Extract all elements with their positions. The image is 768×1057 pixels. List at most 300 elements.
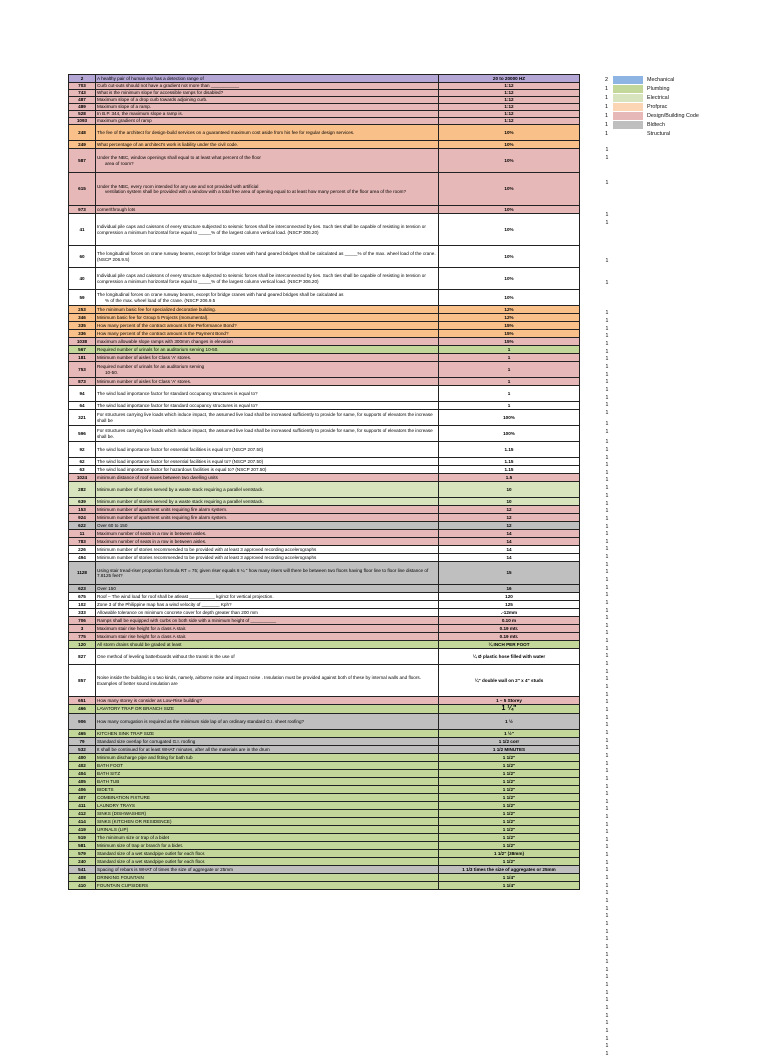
- question-text: LAUNDRY TRAYS: [97, 803, 135, 809]
- legend-swatch: [613, 85, 643, 93]
- question-cell: [96, 268, 439, 290]
- question-number: 253: [69, 306, 96, 314]
- answer-cell: 10%: [439, 125, 580, 141]
- question-number: 581: [69, 842, 96, 850]
- table-row: [69, 173, 580, 206]
- legend-item: [603, 84, 699, 93]
- side-count: 1: [605, 592, 609, 598]
- answer-cell: 100%: [439, 410, 580, 426]
- table-row: [69, 410, 580, 426]
- question-text: For structures carrying live loads which induce impact, the assumed live load shall be increased sufficiently to provide for same, for supports of elevators the increase shall be.: [97, 428, 433, 439]
- side-count: 1: [605, 799, 609, 805]
- question-number: 92: [69, 442, 96, 458]
- side-count: 1: [605, 341, 609, 347]
- table-row: [69, 850, 580, 858]
- table-row: [69, 714, 580, 730]
- question-number: 94: [69, 386, 96, 402]
- answer-cell: .-12mm: [439, 609, 580, 617]
- table-row: [69, 314, 580, 322]
- side-count: 1: [605, 1020, 609, 1026]
- question-cell: [96, 810, 439, 818]
- question-number: 596: [69, 426, 96, 442]
- question-cell: [96, 697, 439, 705]
- side-count: 1: [605, 455, 609, 461]
- answer-cell: 1:12: [439, 83, 580, 90]
- legend-count: 2: [605, 76, 608, 83]
- question-number: 703: [69, 83, 96, 90]
- question-number: 651: [69, 697, 96, 705]
- question-text: Required number of urinals for an auditorium serving 10-50.: [97, 346, 219, 352]
- table-row: [69, 522, 580, 530]
- question-cell: [96, 141, 439, 149]
- question-cell: [96, 498, 439, 506]
- side-count: 1: [605, 439, 609, 445]
- question-number: 743: [69, 90, 96, 97]
- answer-cell: 120: [439, 593, 580, 601]
- answer-cell: 15: [439, 562, 580, 585]
- question-cell: [96, 306, 439, 314]
- legend-label: Structural: [647, 130, 671, 137]
- answer-cell: 1 1/2": [439, 762, 580, 770]
- answer-cell: 15%: [439, 338, 580, 346]
- answer-cell: 12: [439, 522, 580, 530]
- question-text: What percentage of an architect's work is liability under the civil code.: [97, 141, 239, 147]
- side-count: 1: [605, 837, 609, 843]
- table-row: [69, 641, 580, 649]
- answer-cell: 16: [439, 585, 580, 593]
- side-count: 1: [605, 898, 609, 904]
- answer-cell: 1 1/2" (38mm): [439, 850, 580, 858]
- question-number: 59: [69, 290, 96, 306]
- legend-item: [603, 75, 699, 84]
- table-row: [69, 810, 580, 818]
- answer-cell: 14: [439, 554, 580, 562]
- side-count: 1: [605, 585, 609, 591]
- answer-cell: 10%: [439, 214, 580, 246]
- question-text: The wind load importance factor for essential facilities is equal to? (NSCP 207.50): [97, 446, 264, 452]
- question-number: 249: [69, 141, 96, 149]
- question-cell: [96, 206, 439, 214]
- side-count: 1: [605, 318, 609, 324]
- answer-cell: 1: [439, 354, 580, 362]
- answer-cell: 1 1/2": [439, 770, 580, 778]
- table-row: [69, 705, 580, 714]
- legend-label: Mechanical: [647, 76, 675, 83]
- side-count: 1: [605, 707, 609, 713]
- question-cell: [96, 314, 439, 322]
- side-count: 1: [605, 699, 609, 705]
- table-row: [69, 593, 580, 601]
- answer-cell: 1: [439, 378, 580, 386]
- question-cell: [96, 714, 439, 730]
- question-number: 40: [69, 268, 96, 290]
- table-row: [69, 585, 580, 593]
- question-number: 405: [69, 778, 96, 786]
- table-row: [69, 214, 580, 246]
- question-text: Minimum number of stories served by a waste stack requiring a parallel ventstack.: [97, 486, 264, 492]
- side-count: 1: [605, 906, 609, 912]
- question-cell: [96, 346, 439, 354]
- answer-cell: 1 ½: [439, 714, 580, 730]
- side-count: 1: [605, 524, 609, 530]
- question-cell: [96, 426, 439, 442]
- legend-item: [603, 129, 699, 138]
- side-count: 1: [605, 508, 609, 514]
- question-cell: [96, 554, 439, 562]
- question-cell: [96, 530, 439, 538]
- question-number: 407: [69, 794, 96, 802]
- side-count: 1: [605, 784, 609, 790]
- table-row: [69, 786, 580, 794]
- question-cell: [96, 149, 439, 173]
- question-cell: [96, 730, 439, 738]
- answer-cell: 1:12: [439, 90, 580, 97]
- side-count: 1: [605, 180, 609, 186]
- question-cell: [96, 506, 439, 514]
- table-row: [69, 402, 580, 410]
- answer-cell: 1 1/2": [439, 842, 580, 850]
- table-row: [69, 75, 580, 83]
- question-number: 465: [69, 730, 96, 738]
- question-text: minimum distance of roof eaves between two dwelling units: [97, 474, 218, 480]
- answer-cell: 1.15: [439, 466, 580, 474]
- question-text: Standard size overlap for corrugated G.I. roofing: [97, 739, 196, 745]
- side-count: 1: [605, 402, 609, 408]
- table-row: [69, 882, 580, 890]
- side-count: 1: [605, 661, 609, 667]
- question-table: [68, 74, 580, 890]
- legend-item: [603, 120, 699, 129]
- question-cell: [96, 834, 439, 842]
- side-count: 1: [605, 745, 609, 751]
- side-count: 1: [605, 608, 609, 614]
- table-row: [69, 794, 580, 802]
- question-text: Roof – The wind load for roof shall be atleast __________ kg/m2 for vertical projection.: [97, 593, 274, 599]
- question-text: DRINKING FOUNTAIN: [97, 875, 144, 881]
- side-count: 1: [605, 997, 609, 1003]
- table-row: [69, 83, 580, 90]
- side-count: 1: [605, 646, 609, 652]
- side-count: 1: [605, 212, 609, 218]
- table-row: [69, 834, 580, 842]
- side-count: 1: [605, 387, 609, 393]
- table-row: [69, 149, 580, 173]
- side-count: 1: [605, 852, 609, 858]
- legend-swatch: [613, 121, 643, 129]
- side-count: 1: [605, 410, 609, 416]
- side-count: 1: [605, 875, 609, 881]
- answer-cell: 1 1/2 MINUTES: [439, 746, 580, 754]
- legend-item: [603, 102, 699, 111]
- legend-swatch: [613, 94, 643, 102]
- question-number: 333: [69, 609, 96, 617]
- question-cell: [96, 410, 439, 426]
- question-cell: [96, 562, 439, 585]
- question-text-continuation: ventilation system shall be provided with a window with a total free area of opening equal to at least how many percent of the floor area of the room?: [105, 189, 407, 194]
- answer-cell: 1: [439, 386, 580, 402]
- question-text: What is the minimum slope for accessible ramps for disabled?: [97, 90, 224, 96]
- question-number: 587: [69, 149, 96, 173]
- side-count: 1: [605, 653, 609, 659]
- table-row: [69, 290, 580, 306]
- question-number: 706: [69, 617, 96, 625]
- question-text: In B.P. 344, the maximum slope a ramp is.: [97, 111, 183, 117]
- question-cell: [96, 90, 439, 97]
- question-number: 336: [69, 330, 96, 338]
- answer-cell: ¼ Ø plastic hose filled with water: [439, 649, 580, 665]
- question-cell: [96, 585, 439, 593]
- question-number: 419: [69, 826, 96, 834]
- table-row: [69, 609, 580, 617]
- legend-count: 1: [605, 103, 608, 110]
- question-number: 335: [69, 322, 96, 330]
- question-number: 411: [69, 802, 96, 810]
- side-count: 1: [605, 615, 609, 621]
- question-cell: [96, 322, 439, 330]
- question-number: 41: [69, 214, 96, 246]
- side-count: 1: [605, 421, 609, 427]
- side-count: 1: [605, 959, 609, 965]
- answer-cell: 10%: [439, 246, 580, 268]
- side-count: 1: [605, 220, 609, 226]
- answer-cell: 1 1/2": [439, 810, 580, 818]
- table-row: [69, 762, 580, 770]
- legend-item: [603, 93, 699, 102]
- question-number: 487: [69, 97, 96, 104]
- answer-cell: 1: [439, 402, 580, 410]
- answer-cell: 1:12: [439, 111, 580, 118]
- answer-cell: 1 1/2": [439, 754, 580, 762]
- side-count: 1: [605, 539, 609, 545]
- table-row: [69, 346, 580, 354]
- question-number: 1038: [69, 338, 96, 346]
- answer-cell: 1 1/4": [439, 874, 580, 882]
- side-count: 1: [605, 791, 609, 797]
- answer-cell: 1 ½": [439, 730, 580, 738]
- question-cell: [96, 466, 439, 474]
- side-count: 1: [605, 485, 609, 491]
- answer-cell: 1.15: [439, 458, 580, 466]
- question-number: 783: [69, 538, 96, 546]
- question-number: 412: [69, 810, 96, 818]
- question-cell: [96, 705, 439, 714]
- question-text: How many storey is consider as Low-Rise building?: [97, 697, 202, 703]
- side-count: 1: [605, 1005, 609, 1011]
- answer-cell: 1 ¼": [439, 705, 580, 714]
- question-text: The longitudinal forces on crane runway beams, except for bridge cranes with hand geared bridges shall be calculated as _____% of the max. wheel load of the crane. (NSCP 206.9.5): [97, 251, 436, 262]
- question-number: 775: [69, 633, 96, 641]
- question-cell: [96, 625, 439, 633]
- question-number: 827: [69, 649, 96, 665]
- table-row: [69, 97, 580, 104]
- question-text: SINKS (KITCHEN OR RESIDENCE): [97, 819, 172, 825]
- side-count: 1: [605, 429, 609, 435]
- table-row: [69, 246, 580, 268]
- legend-count: 1: [605, 85, 608, 92]
- answer-cell: 12%: [439, 314, 580, 322]
- question-number: 466: [69, 705, 96, 714]
- category-legend: [603, 75, 699, 138]
- side-count: 1: [605, 806, 609, 812]
- question-number: 11: [69, 530, 96, 538]
- question-text: BATH SITZ: [97, 771, 121, 777]
- table-row: [69, 362, 580, 378]
- question-number: 400: [69, 754, 96, 762]
- side-count: 1: [605, 1013, 609, 1019]
- question-cell: [96, 866, 439, 874]
- table-row: [69, 354, 580, 362]
- answer-cell: 10%: [439, 206, 580, 214]
- side-count: 1: [605, 1036, 609, 1042]
- question-text: COMBINATION FIXTURE: [97, 795, 150, 801]
- table-row: [69, 738, 580, 746]
- table-row: [69, 842, 580, 850]
- question-text-continuation: area of room?: [105, 160, 134, 166]
- question-text: Ramps shall be equipped with curbs on both side with a minimum height of __________: [97, 617, 277, 623]
- table-row: [69, 617, 580, 625]
- question-cell: [96, 458, 439, 466]
- question-cell: [96, 214, 439, 246]
- side-count: 1: [605, 562, 609, 568]
- question-text: Maximum slope of a ramp.: [97, 104, 152, 110]
- side-count: 1: [605, 952, 609, 958]
- question-cell: [96, 850, 439, 858]
- question-text: URINALS (LIP): [97, 827, 129, 833]
- answer-cell: 1 1/2 corr: [439, 738, 580, 746]
- table-row: [69, 554, 580, 562]
- question-cell: [96, 601, 439, 609]
- question-text: How many corrugation is required as the minimum side lap of an ordinary standard G.I. sheet roofing?: [97, 719, 305, 725]
- side-count: 1: [605, 730, 609, 736]
- table-row: [69, 546, 580, 554]
- question-text: Minimum number of apartment units requiring fire alarm system.: [97, 514, 228, 520]
- question-number: 615: [69, 173, 96, 206]
- table-row: [69, 866, 580, 874]
- answer-cell: 1 1/2": [439, 818, 580, 826]
- side-count: 1: [605, 623, 609, 629]
- question-cell: [96, 104, 439, 111]
- question-text: Using stair tread-riser proportion formula RT = 75; given riser equals 6 ¼ " how many risers will there be between two floors having floor line to floor line distance of 7.8125 feet?: [97, 567, 429, 578]
- answer-cell: 1 1/3 times the size of aggregates or 25mm: [439, 866, 580, 874]
- side-count: 1: [605, 395, 609, 401]
- question-number: 408: [69, 874, 96, 882]
- table-row: [69, 118, 580, 125]
- question-cell: [96, 593, 439, 601]
- question-text: maximum allowable slope ramps with 300mm changes in elevation: [97, 338, 233, 344]
- answer-cell: 15%: [439, 322, 580, 330]
- question-text: How many percent of the contract amount is the Performance Bond?: [97, 322, 237, 328]
- question-number: 532: [69, 746, 96, 754]
- table-row: [69, 268, 580, 290]
- side-count: 1: [605, 883, 609, 889]
- side-count: 1: [605, 333, 609, 339]
- table-row: [69, 514, 580, 522]
- side-count: 1: [605, 155, 609, 161]
- question-number: 63: [69, 466, 96, 474]
- table-row: [69, 466, 580, 474]
- side-count: 1: [605, 867, 609, 873]
- question-cell: [96, 330, 439, 338]
- answer-cell: 10%: [439, 141, 580, 149]
- side-count: 1: [605, 814, 609, 820]
- question-text: Individual pile caps and caissons of every structure subjected to seismic forces shall be interconnected by ties. Such ties shall be capable of resisting in tension or compression a minimum horizontal force equal to _____% of the largest column vertical load. (NSCP 306.20): [97, 224, 426, 235]
- side-count: 1: [605, 554, 609, 560]
- question-text: Allowable tolerance on minimum concrete cover for depth greater than 200 mm: [97, 609, 258, 615]
- question-text: Individual pile caps and caissons of every structure subjected to seismic forces shall be interconnected by ties. Such ties shall be capable of resisting in tension or compression a minimum horizontal force equal to _____% of the largest column vertical load. (NSCP 306.20): [97, 273, 426, 284]
- answer-cell: 10%: [439, 173, 580, 206]
- side-count: 1: [605, 692, 609, 698]
- side-count: 1: [605, 349, 609, 355]
- question-cell: [96, 858, 439, 866]
- question-number: 579: [69, 850, 96, 858]
- answer-cell: 1 1/2": [439, 834, 580, 842]
- side-count: 1: [605, 944, 609, 950]
- question-number: 79: [69, 738, 96, 746]
- question-text-continuation: % of the max. wheel load of the crane. (NSCP 206.9.5: [105, 297, 216, 303]
- side-count: 1: [605, 516, 609, 522]
- side-count: 1: [605, 822, 609, 828]
- answer-cell: 14: [439, 530, 580, 538]
- answer-cell: 1.5: [439, 474, 580, 482]
- answer-cell: 10%: [439, 149, 580, 173]
- question-cell: [96, 738, 439, 746]
- legend-label: Plumbing: [647, 85, 670, 92]
- table-row: [69, 633, 580, 641]
- question-text: Maximum slope of a drop curb towards adjoining curb.: [97, 97, 208, 103]
- table-row: [69, 378, 580, 386]
- legend-swatch: [613, 103, 643, 111]
- table-row: [69, 482, 580, 498]
- question-text: Standard size of a wet standpipe outlet for each floor.: [97, 859, 206, 865]
- side-count: 1: [605, 493, 609, 499]
- question-number: 675: [69, 593, 96, 601]
- question-number: 528: [69, 111, 96, 118]
- question-text: Under the NBC, every room intended for any use and not provided with artificial: [97, 183, 259, 189]
- legend-label: Bldtech: [647, 121, 665, 128]
- side-count: 1: [605, 761, 609, 767]
- side-count: 1: [605, 936, 609, 942]
- table-row: [69, 601, 580, 609]
- answer-cell: ¼" double wall on 2" x 4" studs: [439, 665, 580, 697]
- question-text: A healthy pair of human ear has a detection range of: [97, 75, 204, 81]
- legend-label: Design/Building Code: [647, 112, 699, 119]
- answer-cell: 1 – 5 Storey: [439, 697, 580, 705]
- question-text: For structures carrying live loads which induce impact, the assumed live load shall be increased sufficiently to provide for same, for supports of elevators the increase shall be: [97, 412, 433, 423]
- question-text: Minimum number of aisles for Class 'A' stores.: [97, 378, 192, 384]
- answer-cell: 1 1/2": [439, 778, 580, 786]
- side-count: 1: [605, 462, 609, 468]
- side-count: 1: [605, 929, 609, 935]
- question-text: Under the NBC, window openings shall equal to at least what percent of the floor: [97, 155, 261, 160]
- question-text: How many percent of the contract amount is the Payment Bond?: [97, 330, 229, 336]
- table-row: [69, 730, 580, 738]
- table-row: [69, 141, 580, 149]
- question-cell: [96, 354, 439, 362]
- question-cell: [96, 802, 439, 810]
- side-count: 1: [605, 829, 609, 835]
- question-cell: [96, 97, 439, 104]
- question-number: 906: [69, 714, 96, 730]
- answer-cell: 0.10 m: [439, 617, 580, 625]
- side-count: 1: [605, 258, 609, 264]
- question-text: Over 150: [97, 585, 116, 591]
- side-count: 1: [605, 715, 609, 721]
- table-row: [69, 125, 580, 141]
- answer-cell: 1:12: [439, 104, 580, 111]
- question-cell: [96, 442, 439, 458]
- question-text: Minimum number of stories recommended to be provided with at least 3 approved recording accelerographs: [97, 546, 317, 552]
- table-row: [69, 330, 580, 338]
